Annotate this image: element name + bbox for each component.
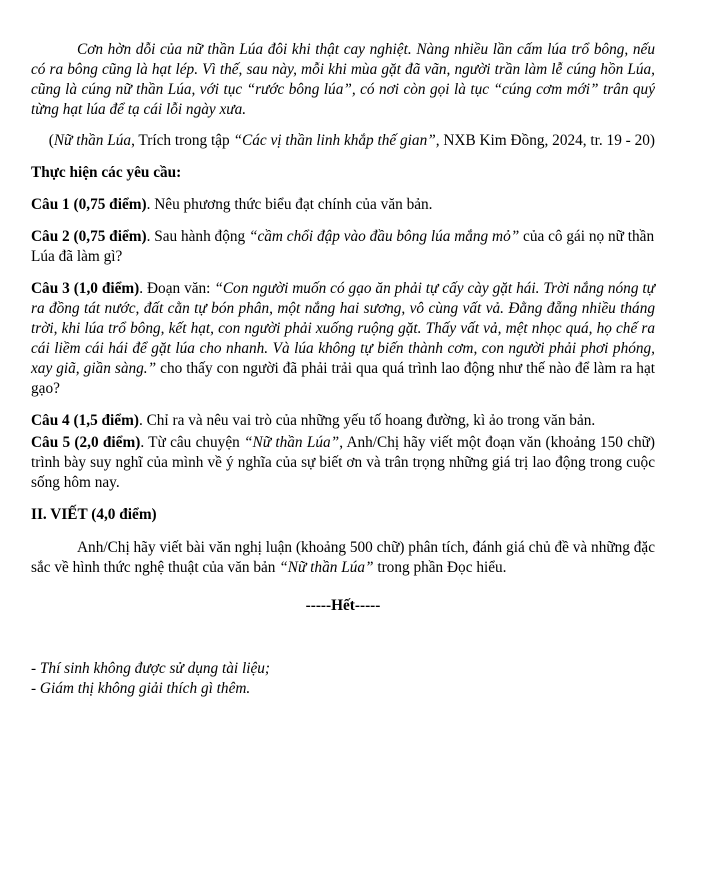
question-text-after: , Anh/Chị hãy viết một đoạn văn (khoảng 150 chữ) trình bày suy nghĩ của mình về ý nghĩa của sự biết ơn và trân trọng những giá trị lao động trong cuộc sống hôm nay. bbox=[31, 434, 655, 491]
question-text-after: cho thấy con người đã phải trải qua quá trình lao động như thế nào để làm ra hạt gạo? bbox=[31, 360, 655, 397]
exam-notes bbox=[31, 659, 655, 699]
question-quote: “Con người muốn có gạo ăn phải tự cấy cày gặt hái. Trời nắng nóng tự ra đồng tát nước, đất cằn tự bón phân, một nắng hai sương, vô cùng vất vả. Đằng đẵng nhiều tháng trời, khi lúa trổ bông, kết hạt, con người phải xuống ruộng gặt. Thấy vất vả, mệt nhọc quá, họ chế ra cái liềm cái hái để gặt lúa cho nhanh. Và lúa không tự biến thành cơm, con người phải phơi phóng, xay giã, giần sàng.” bbox=[31, 280, 655, 377]
question-label: Câu 1 (0,75 điểm) bbox=[31, 196, 147, 213]
question-5 bbox=[31, 433, 655, 493]
citation-title: Nữ thần Lúa bbox=[53, 132, 132, 149]
citation-open: ( bbox=[48, 132, 54, 149]
question-quote: “cầm chổi đập vào đầu bông lúa mắng mỏ” bbox=[248, 228, 520, 245]
citation-collection: “Các vị thần linh khắp thế gian”, bbox=[233, 132, 440, 149]
note-line: - Thí sinh không được sử dụng tài liệu; bbox=[31, 660, 270, 677]
end-marker: -----Hết----- bbox=[305, 597, 381, 614]
writing-prompt bbox=[31, 538, 655, 578]
question-text: . Chỉ ra và nêu vai trò của những yếu tố hoang đường, kì ảo trong văn bản. bbox=[138, 412, 596, 429]
writing-section-title: II. VIẾT (4,0 điểm) bbox=[31, 506, 157, 523]
citation-middle: , Trích trong tập bbox=[131, 132, 234, 149]
question-4 bbox=[31, 411, 655, 431]
question-2 bbox=[31, 227, 655, 267]
question-text: . Đoạn văn: bbox=[139, 280, 215, 297]
question-text-after: của cô gái nọ nữ thần Lúa đã làm gì? bbox=[31, 228, 655, 265]
question-label: Câu 3 (1,0 điểm) bbox=[31, 280, 140, 297]
source-citation bbox=[31, 131, 655, 151]
question-text: . Sau hành động bbox=[146, 228, 249, 245]
exam-page bbox=[31, 40, 655, 699]
writing-text-after: trong phần Đọc hiểu. bbox=[373, 559, 507, 576]
story-excerpt: Cơn hờn dỗi của nữ thần Lúa đôi khi thật cay nghiệt. Nàng nhiều lần cấm lúa trổ bông, nếu có ra bông cũng là hạt lép. Vì thế, sau này, mỗi khi mùa gặt đã vãn, người trần làm lễ cúng hồn Lúa, cũng là cúng nữ thần Lúa, với tục “rước bông lúa”, có nơi còn gọi là tục “cúng cơm mới” trân quý từng hạt lúa để tạ cái lỗi ngày xưa. bbox=[31, 41, 655, 118]
question-text: . Từ câu chuyện bbox=[140, 434, 245, 451]
question-label: Câu 4 (1,5 điểm) bbox=[31, 412, 139, 429]
question-3 bbox=[31, 279, 655, 399]
requirements-heading: Thực hiện các yêu cầu: bbox=[31, 164, 182, 181]
question-label: Câu 2 (0,75 điểm) bbox=[31, 228, 147, 245]
question-text: . Nêu phương thức biểu đạt chính của văn bản. bbox=[146, 196, 433, 213]
question-1 bbox=[31, 195, 655, 215]
citation-rest: NXB Kim Đồng, 2024, tr. 19 - 20) bbox=[439, 132, 655, 149]
writing-text: Anh/Chị hãy viết bài văn nghị luận (khoảng 500 chữ) phân tích, đánh giá chủ đề và những đặc sắc về hình thức nghệ thuật của văn bản bbox=[31, 539, 655, 576]
note-line: - Giám thị không giải thích gì thêm. bbox=[31, 680, 251, 697]
question-quote: “Nữ thần Lúa” bbox=[244, 434, 340, 451]
writing-quote: “Nữ thần Lúa” bbox=[279, 559, 374, 576]
question-label: Câu 5 (2,0 điểm) bbox=[31, 434, 141, 451]
